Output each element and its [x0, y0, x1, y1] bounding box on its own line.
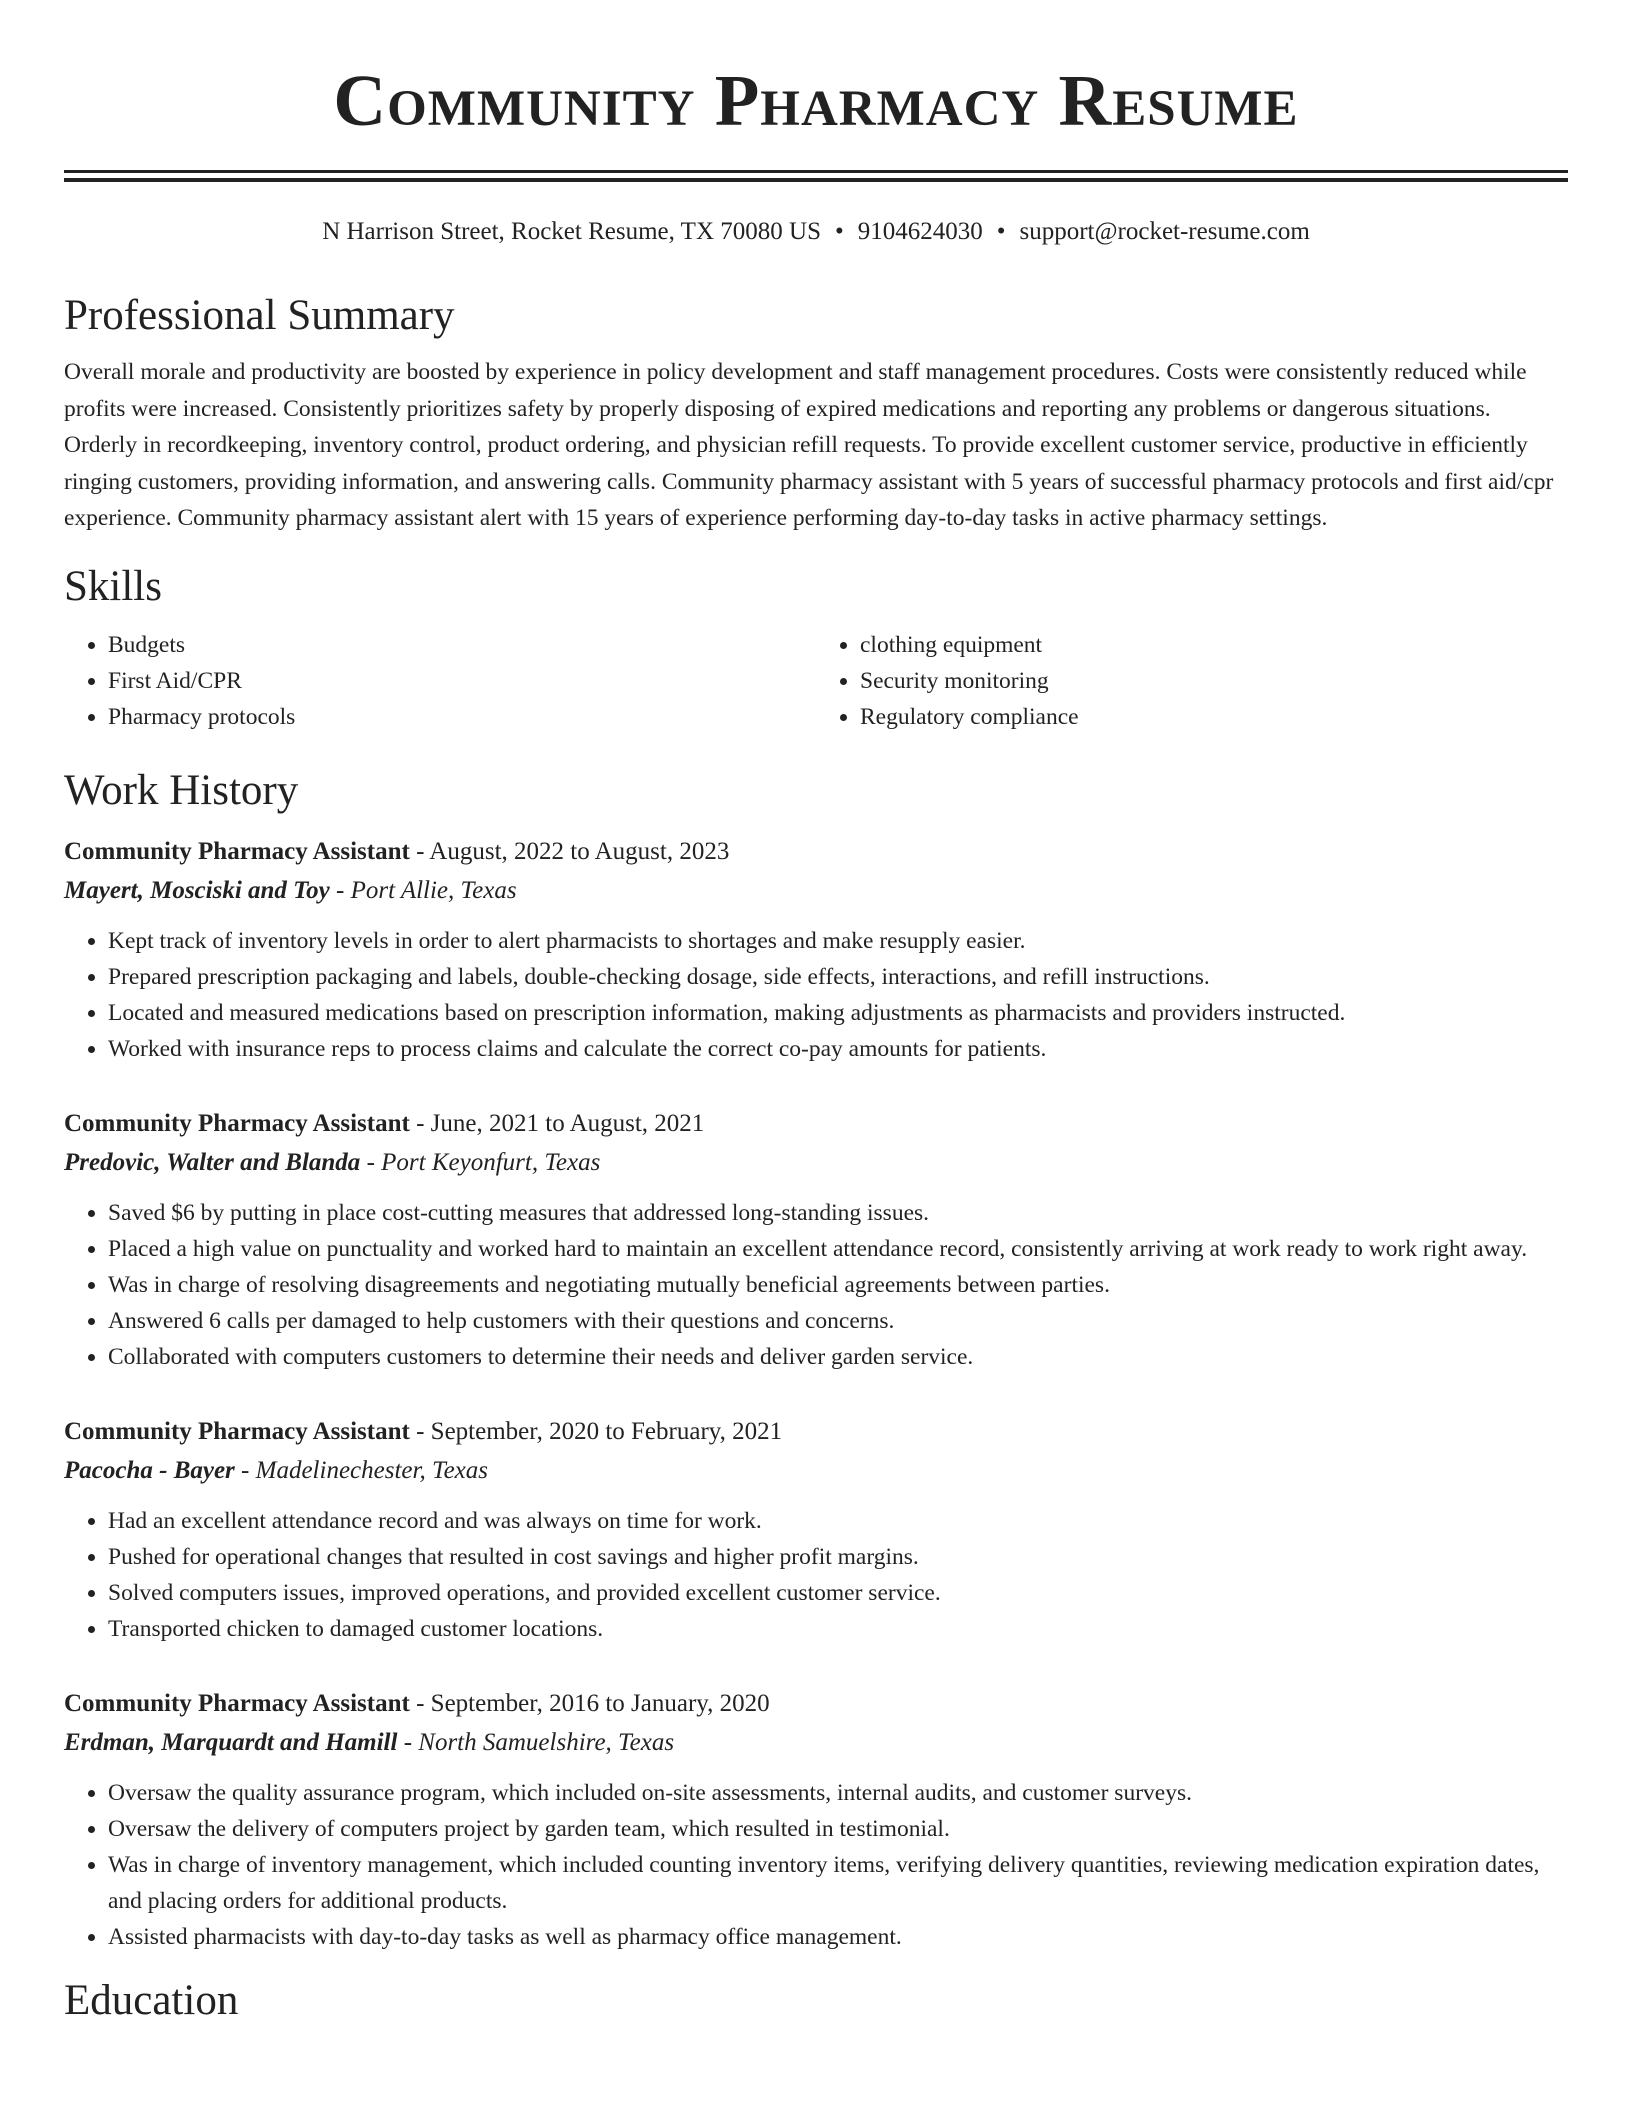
job-bullet: • Saved $6 by putting in place cost-cutting measures that addressed long-standing issues. [108, 1195, 1568, 1231]
job-bullets [64, 1503, 1568, 1647]
job-bullet: • Transported chicken to damaged customer locations. [108, 1611, 1568, 1647]
job-employer: Mayert, Mosciski and Toy - Port Allie, Texas [64, 876, 517, 904]
job-location: Madelinechester, Texas [255, 1456, 488, 1484]
job-title: Community Pharmacy Assistant [64, 1689, 410, 1717]
job-employer: Predovic, Walter and Blanda - Port Keyonfurt, Texas [64, 1148, 601, 1176]
contact-line [64, 216, 1568, 248]
skills-column-left [64, 627, 816, 735]
job-dates: August, 2022 to August, 2023 [429, 837, 730, 865]
job-bullet: • Was in charge of resolving disagreements and negotiating mutually beneficial agreements between parties. [108, 1267, 1568, 1303]
job-title: Community Pharmacy Assistant [64, 1109, 410, 1137]
summary-heading: Professional Summary [64, 292, 455, 339]
job-bullet: • Kept track of inventory levels in order to alert pharmacists to shortages and make resupply easier. [108, 923, 1568, 959]
job-bullet: • Solved computers issues, improved operations, and provided excellent customer service. [108, 1575, 1568, 1611]
title-divider-thick [64, 178, 1568, 182]
job-header: Community Pharmacy Assistant - August, 2022 to August, 2023 [64, 837, 730, 865]
job-dates: September, 2020 to February, 2021 [430, 1417, 783, 1445]
job-bullet: • Was in charge of inventory management, which included counting inventory items, verifying delivery quantities, reviewing medication expiration dates, and placing orders for additional products. [108, 1847, 1568, 1919]
contact-separator: • [996, 218, 1006, 245]
skills-heading: Skills [64, 562, 162, 610]
skill-item: • First Aid/CPR [108, 663, 816, 699]
skills-list [64, 627, 1568, 735]
job-employer: Pacocha - Bayer - Madelinechester, Texas [64, 1456, 488, 1484]
skills-column-right [816, 627, 1568, 735]
job-bullet: • Pushed for operational changes that resulted in cost savings and higher profit margins. [108, 1539, 1568, 1575]
job-bullet: • Collaborated with computers customers to determine their needs and deliver garden service. [108, 1339, 1568, 1375]
job-entry [64, 833, 1568, 1067]
job-header: Community Pharmacy Assistant - September, 2020 to February, 2021 [64, 1417, 783, 1445]
job-bullet: • Located and measured medications based on prescription information, making adjustments as pharmacists and providers instructed. [108, 995, 1568, 1031]
skill-item: • clothing equipment [860, 627, 1568, 663]
education-heading: Education [64, 1976, 239, 2024]
job-bullet: • Oversaw the quality assurance program, which included on-site assessments, internal audits, and customer surveys. [108, 1775, 1568, 1811]
job-dates: June, 2021 to August, 2021 [430, 1109, 705, 1137]
job-title: Community Pharmacy Assistant [64, 837, 410, 865]
job-company: Mayert, Mosciski and Toy [64, 876, 330, 904]
skill-item: • Regulatory compliance [860, 699, 1568, 735]
job-header: Community Pharmacy Assistant - June, 2021 to August, 2021 [64, 1109, 705, 1137]
job-company: Erdman, Marquardt and Hamill [64, 1728, 398, 1756]
job-dates: September, 2016 to January, 2020 [430, 1689, 770, 1717]
contact-email: support@rocket-resume.com [1019, 218, 1310, 245]
skill-item: • Pharmacy protocols [108, 699, 816, 735]
skill-item: • Security monitoring [860, 663, 1568, 699]
job-company: Predovic, Walter and Blanda [64, 1148, 361, 1176]
resume-title: Community Pharmacy Resume [333, 60, 1299, 141]
contact-address: N Harrison Street, Rocket Resume, TX 70080 US [322, 218, 821, 245]
skill-item: • Budgets [108, 627, 816, 663]
job-bullet: • Worked with insurance reps to process claims and calculate the correct co-pay amounts for patients. [108, 1031, 1568, 1067]
contact-separator: • [834, 218, 844, 245]
job-bullets [64, 1195, 1568, 1375]
job-header: Community Pharmacy Assistant - September, 2016 to January, 2020 [64, 1689, 770, 1717]
job-title: Community Pharmacy Assistant [64, 1417, 410, 1445]
job-company: Pacocha - Bayer [64, 1456, 235, 1484]
job-entry [64, 1685, 1568, 1955]
job-location: Port Allie, Texas [350, 876, 517, 904]
job-employer: Erdman, Marquardt and Hamill - North Samuelshire, Texas [64, 1728, 675, 1756]
title-divider-thin [64, 170, 1568, 173]
job-bullet: • Placed a high value on punctuality and worked hard to maintain an excellent attendance record, consistently arriving at work ready to work right away. [108, 1231, 1568, 1267]
contact-phone: 9104624030 [857, 218, 983, 245]
summary-text: Overall morale and productivity are boosted by experience in policy development and staff management procedures. Costs were consistently reduced while profits were increased. Consistently prioritizes safety by properly disposing of expired medications and reporting any problems or dangerous situations. Orderly in recordkeeping, inventory control, product ordering, and physician refill requests. To provide excellent customer service, productive in efficiently ringing customers, providing information, and answering calls. Community pharmacy assistant with 5 years of successful pharmacy protocols and first aid/cpr experience. Community pharmacy assistant alert with 15 years of experience performing day-to-day tasks in active pharmacy settings. [64, 359, 1554, 531]
job-bullet: • Prepared prescription packaging and labels, double-checking dosage, side effects, interactions, and refill instructions. [108, 959, 1568, 995]
job-bullet: • Answered 6 calls per damaged to help customers with their questions and concerns. [108, 1303, 1568, 1339]
job-entry [64, 1105, 1568, 1375]
work-history-heading: Work History [64, 766, 299, 814]
job-bullets [64, 923, 1568, 1067]
job-bullet: • Had an excellent attendance record and was always on time for work. [108, 1503, 1568, 1539]
job-entry [64, 1413, 1568, 1647]
job-location: North Samuelshire, Texas [418, 1728, 675, 1756]
job-bullet: • Assisted pharmacists with day-to-day tasks as well as pharmacy office management. [108, 1919, 1568, 1955]
job-location: Port Keyonfurt, Texas [381, 1148, 601, 1176]
job-bullet: • Oversaw the delivery of computers project by garden team, which resulted in testimonial. [108, 1811, 1568, 1847]
job-bullets [64, 1775, 1568, 1955]
